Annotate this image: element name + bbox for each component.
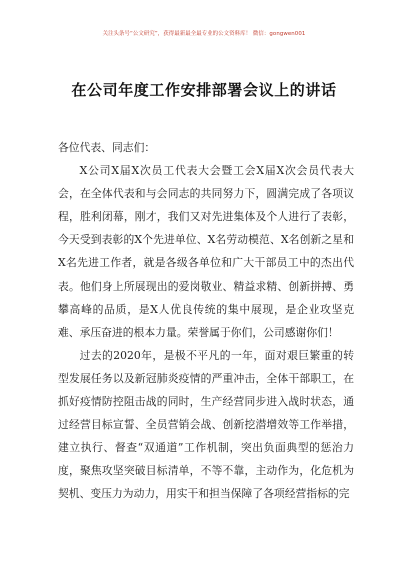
- document-body: [58, 136, 354, 506]
- paragraph: X公司X届X次员工代表大会暨工会X届X次会员代表大会，在全体代表和与会同志的共同努力下，圆满完成了各项议程，胜利闭幕，刚才，我们又对先进集体及个人进行了表彰，今天受到表彰的X个先进单位、X名劳动模范、X名创新之星和X名先进工作者，就是各级各单位和广大干部员工中的杰出代表。他们身上所展现出的爱岗敬业、精益求精、创新拼搏、勇攀高峰的品质，是X人优良传统的集中展现，是企业攻坚克难、承压奋进的根本力量。荣誉属于你们，公司感谢你们！: [58, 164, 354, 339]
- salutation: 各位代表、同志们：: [58, 141, 156, 154]
- paragraph: 过去的2020年，是极不平凡的一年，面对艰巨繁重的转型发展任务以及新冠肺炎疫情的严重冲击，全体干部职工，在抓好疫情防控阻击战的同时，生产经营同步进入战时状态，通过经营目标宣誓、全员营销会战、创新挖潜增效等工作举措，建立执行、督查“双通道”工作机制，突出负面典型的惩治力度，聚焦攻坚突破目标清单，不等不靠，主动作为，化危机为契机、变压力为动力，用实干和担当保障了各项经营指标的完: [58, 348, 354, 501]
- document-title: 在公司年度工作安排部署会议上的讲话: [71, 81, 337, 99]
- promo-banner[interactable]: 关注头条号“公文研究”，获得最新最全最专业的公文资料库！ 微信：gongwen001: [102, 31, 306, 37]
